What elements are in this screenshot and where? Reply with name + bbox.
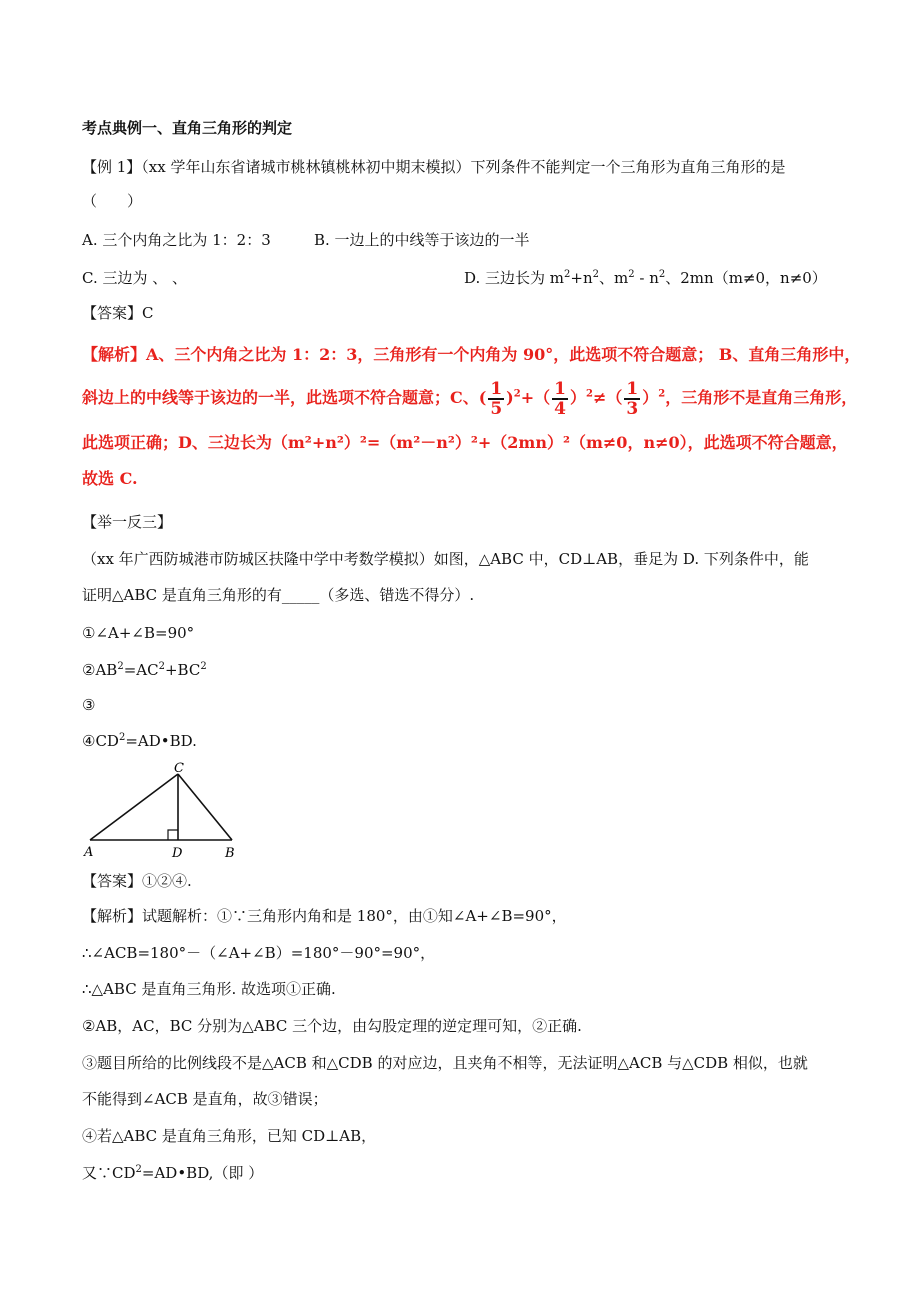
example1-question: 【例 1】（xx 学年山东省诸城市桃林镇桃林初中期末模拟）下列条件不能判定一个三角形为直角三角形的是 xyxy=(82,158,786,176)
practice-header: 【举一反三】 xyxy=(82,513,173,531)
option-c: C. 三边为 、 、 xyxy=(82,269,188,287)
solution-line-4: ②AB，AC，BC 分别为△ABC 三个边，由勾股定理的逆定理可知，②正确. xyxy=(82,1017,582,1035)
section-title: 考点典例一、直角三角形的判定 xyxy=(82,119,293,137)
solution-line-5: ③题目所给的比例线段不是△ACB 和△CDB 的对应边，且夹角不相等，无法证明△ACB 与△CDB 相似，也就 xyxy=(82,1054,808,1072)
fraction-one-fifth: $\frac{1}{5}$ xyxy=(490,378,503,419)
analysis-line-1: 【解析】A、三个内角之比为 1：2：3，三角形有一个内角为 90°，此选项不符合题意； B、直角三角形中， xyxy=(82,345,861,364)
triangle-figure xyxy=(82,760,237,860)
label-d: D xyxy=(172,846,183,860)
solution-line-8: 又$\because CD^2=AD•BD$,（即 ） xyxy=(82,1164,264,1182)
label-b: B xyxy=(225,846,235,860)
example1-paren: （ ） xyxy=(82,192,143,210)
practice-answer: 【答案】①②④. xyxy=(82,872,192,890)
analysis-line-4: 故选 C. xyxy=(82,469,138,488)
option-b: B. 一边上的中线等于该边的一半 xyxy=(314,231,530,249)
solution-line-7: ④若△ABC 是直角三角形，已知 CD⊥AB， xyxy=(82,1127,377,1145)
fraction-one-fourth: $\frac{1}{4}$ xyxy=(554,378,566,419)
practice-question-line-2: 证明△ABC 是直角三角形的有_____（多选、错选不得分）. xyxy=(82,586,475,604)
condition-4: $④CD^2=AD•BD$. xyxy=(82,732,197,750)
condition-3: ③ xyxy=(82,696,96,714)
solution-line-6: 不能得到∠ACB 是直角，故③错误； xyxy=(82,1090,328,1108)
analysis-line-3: 此选项正确；D、三边长为（m²+n²）²=（m²－n²）²+（2mn）²（m≠0，n≠0），此选项不符合题意， xyxy=(82,433,848,452)
fraction-one-third: $\frac{1}{3}$ xyxy=(626,378,639,419)
option-d: D. 三边长为 $m^2+n^2$、$m^2 - n^2$、2mn（m≠0，n≠0） xyxy=(464,269,827,287)
label-a: A xyxy=(84,845,94,860)
condition-2: $②AB^2=AC^2+BC^2$ xyxy=(82,661,207,679)
practice-question-line-1: （xx 年广西防城港市防城区扶隆中学中考数学模拟）如图，△ABC 中，CD⊥AB，垂足为 D. 下列条件中，能 xyxy=(82,550,809,568)
condition-1: ①∠A+∠B=90° xyxy=(82,624,195,642)
solution-line-1: 【解析】试题解析：①∵三角形内角和是 180°，由①知∠A+∠B=90°， xyxy=(82,907,567,925)
option-a: A. 三个内角之比为 1：2：3 xyxy=(82,231,271,249)
solution-line-2: ∴∠ACB=180°－（∠A+∠B）=180°－90°=90°， xyxy=(82,944,436,962)
label-c: C xyxy=(174,761,184,776)
example1-answer: 【答案】C xyxy=(82,304,154,322)
solution-line-3: ∴△ABC 是直角三角形. 故选项①正确. xyxy=(82,980,336,998)
analysis-line-2: 斜边上的中线等于该边的一半，此选项不符合题意；C、( $\frac{1}{5}$ )$^2$+（ $\frac{1}{4}$ ）$^2$≠（ $\frac{1}{3}$ ）$^2$，三角形不是直角三角形， xyxy=(82,378,858,419)
